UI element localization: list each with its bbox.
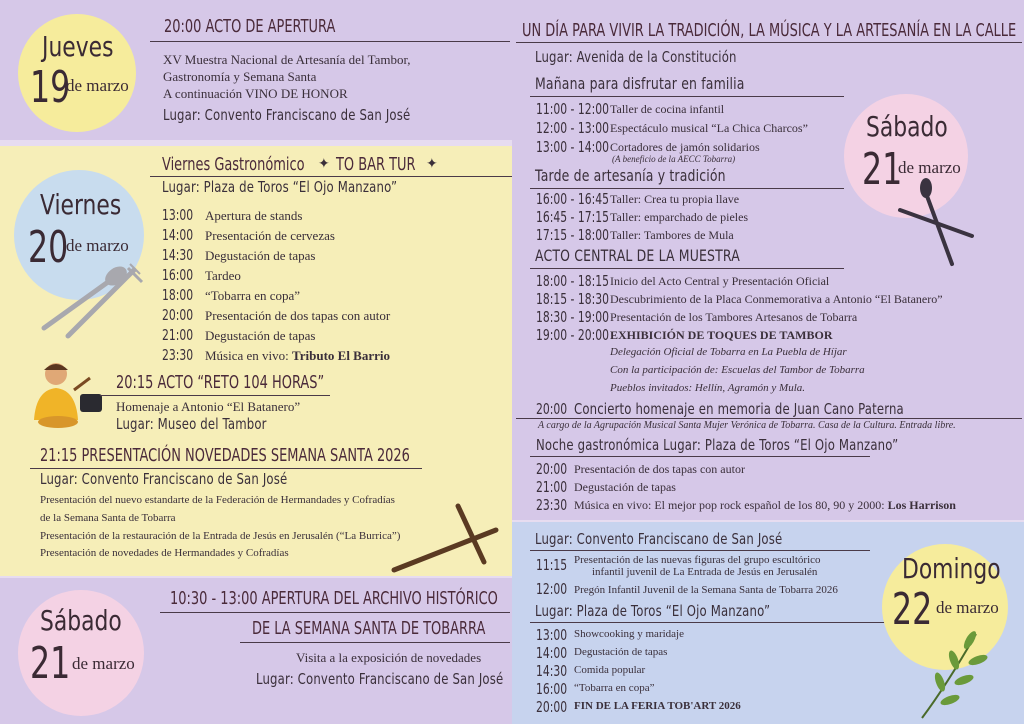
- archive-place: Lugar: Convento Franciscano de San José: [256, 670, 504, 688]
- thursday-line-1: XV Muestra Nacional de Artesanía del Tambor,: [163, 52, 411, 67]
- sunday-item-time: 14:00: [536, 644, 568, 662]
- central-note-1: Delegación Oficial de Tobarra en La Puebla de Híjar: [610, 346, 847, 358]
- morning-title: Mañana para disfrutar en familia: [535, 74, 745, 93]
- saturday-left-day-name: Sábado: [40, 604, 122, 637]
- sunday-place-1: Lugar: Convento Franciscano de San José: [535, 530, 783, 548]
- friday-item-text: “Tobarra en copa”: [205, 288, 301, 303]
- friday-header-rule: [150, 176, 512, 177]
- central-note-3: Pueblos invitados: Hellín, Agramón y Mula.: [610, 382, 806, 394]
- drummer-icon: [28, 360, 108, 430]
- morning-item-time: 13:00 - 14:00: [536, 138, 610, 156]
- central-item-text: Presentación de los Tambores Artesanos de Tobarra: [610, 310, 858, 324]
- morning-title-rule: [530, 96, 844, 97]
- sunday-place-1-rule: [530, 550, 870, 551]
- novedades-line-1: Presentación del nuevo estandarte de la Federación de Hermandades y Cofradías: [40, 494, 395, 506]
- sunday-item-text: Showcooking y maridaje: [574, 628, 684, 640]
- friday-item-text: Degustación de tapas: [205, 328, 316, 343]
- central-item-text: Descubrimiento de la Placa Conmemorativa a Antonio “El Batanero”: [610, 292, 943, 306]
- sunday-item-1-time: 11:15: [536, 556, 568, 574]
- morning-note: (A beneficio de la AECC Tobarra): [612, 154, 736, 164]
- friday-item-highlight: Tributo El Barrio: [292, 348, 390, 363]
- saturday-left-panel: [0, 578, 512, 724]
- archive-header-rule-2: [240, 642, 510, 643]
- reto-header: 20:15 ACTO “RETO 104 HORAS”: [116, 372, 325, 393]
- cutlery-icon: [896, 176, 976, 268]
- archive-visit-line: Visita a la exposición de novedades: [296, 650, 482, 665]
- friday-header-star-2: ✦: [426, 157, 438, 172]
- night-item-text: Música en vivo: El mejor pop rock español de los 80, 90 y 2000: Los Harrison: [574, 498, 956, 512]
- night-item-time: 20:00: [536, 460, 568, 478]
- novedades-line-4: Presentación de novedades de Hermandades y Cofradías: [40, 547, 289, 559]
- novedades-place: Lugar: Convento Franciscano de San José: [40, 470, 288, 488]
- afternoon-item-text: Taller: emparchado de pieles: [610, 210, 749, 224]
- night-item-highlight: Los Harrison: [887, 498, 956, 512]
- central-item-time: 18:15 - 18:30: [536, 290, 610, 308]
- concert-rule: [516, 418, 1022, 419]
- saturday-right-title-rule: [516, 42, 1022, 43]
- friday-day-name: Viernes: [40, 188, 122, 221]
- sunday-item-time: 13:00: [536, 626, 568, 644]
- concert-note: A cargo de la Agrupación Musical Santa Mujer Verónica de Tobarra. Casa de la Cultura. Entrada libre.: [538, 420, 956, 431]
- thursday-month: de marzo: [66, 76, 129, 95]
- thursday-header: 20:00 ACTO DE APERTURA: [164, 16, 336, 37]
- sunday-day-number: 22: [892, 584, 933, 635]
- saturday-left-month: de marzo: [72, 654, 135, 673]
- sunday-item-1-text-2: infantil juvenil de La Entrada de Jesús en Jerusalén: [592, 566, 818, 578]
- friday-item-time: 20:00: [162, 306, 194, 324]
- spoon-fork-icon: [38, 262, 148, 342]
- sunday-item-text: Comida popular: [574, 664, 646, 676]
- friday-item-time: 14:30: [162, 246, 194, 264]
- friday-item-text: Tardeo: [205, 268, 241, 283]
- concert-title: Concierto homenaje en memoria de Juan Cano Paterna: [574, 400, 904, 418]
- friday-header-brand: TO BAR TUR: [336, 154, 416, 175]
- thursday-header-rule: [150, 41, 510, 42]
- sunday-item-time: 16:00: [536, 680, 568, 698]
- friday-item-time: 23:30: [162, 346, 194, 364]
- sunday-day-name: Domingo: [902, 552, 1001, 585]
- novedades-line-3: Presentación de la restauración de la Entrada de Jesús en Jerusalén (“La Burrica”): [40, 530, 401, 542]
- friday-item-text: Música en vivo: Tributo El Barrio: [205, 348, 390, 363]
- sunday-item-text: Degustación de tapas: [574, 646, 668, 658]
- thursday-place: Lugar: Convento Franciscano de San José: [163, 106, 411, 124]
- sunday-item-text: FIN DE LA FERIA TOB'ART 2026: [574, 700, 741, 712]
- saturday-right-panel: [512, 0, 1024, 520]
- friday-panel: [0, 146, 512, 576]
- reto-place: Lugar: Museo del Tambor: [116, 415, 267, 433]
- reto-header-rule: [100, 395, 330, 396]
- central-title: ACTO CENTRAL DE LA MUESTRA: [535, 246, 740, 265]
- afternoon-item-text: Taller: Crea tu propia llave: [610, 192, 740, 206]
- sunday-panel: [512, 522, 1024, 724]
- saturday-right-place: Lugar: Avenida de la Constitución: [535, 48, 737, 66]
- saturday-left-day-number: 21: [30, 638, 71, 689]
- archive-header-rule-1: [160, 612, 510, 613]
- thursday-panel: [0, 0, 512, 140]
- friday-item-text: Degustación de tapas: [205, 248, 316, 263]
- central-item-text: EXHIBICIÓN DE TOQUES DE TAMBOR: [610, 328, 833, 342]
- friday-item-time: 16:00: [162, 266, 194, 284]
- cross-icon: [388, 502, 508, 574]
- afternoon-item-time: 16:00 - 16:45: [536, 190, 610, 208]
- thursday-line-2: Gastronomía y Semana Santa: [163, 69, 317, 84]
- novedades-line-2: de la Semana Santa de Tobarra: [40, 512, 176, 524]
- morning-item-text: Cortadores de jamón solidarios: [610, 140, 760, 154]
- thursday-day-name: Jueves: [42, 30, 114, 63]
- afternoon-title-rule: [530, 188, 844, 189]
- sunday-item-text: “Tobarra en copa”: [574, 682, 655, 694]
- night-item-time: 23:30: [536, 496, 568, 514]
- saturday-right-day-name: Sábado: [866, 110, 948, 143]
- morning-item-text: Taller de cocina infantil: [610, 102, 725, 116]
- saturday-right-month: de marzo: [898, 158, 961, 177]
- central-item-time: 19:00 - 20:00: [536, 326, 610, 344]
- night-item-time: 21:00: [536, 478, 568, 496]
- afternoon-item-time: 17:15 - 18:00: [536, 226, 610, 244]
- night-title-rule: [530, 456, 870, 457]
- sunday-item-2-time: 12:00: [536, 580, 568, 598]
- friday-item-text: Presentación de cervezas: [205, 228, 335, 243]
- archive-header-2: DE LA SEMANA SANTA DE TOBARRA: [252, 618, 486, 639]
- friday-place: Lugar: Plaza de Toros “El Ojo Manzano”: [162, 178, 398, 196]
- afternoon-item-time: 16:45 - 17:15: [536, 208, 610, 226]
- sunday-item-time: 14:30: [536, 662, 568, 680]
- friday-item-text: Presentación de dos tapas con autor: [205, 308, 391, 323]
- morning-item-text: Espectáculo musical “La Chica Charcos”: [610, 121, 808, 135]
- morning-item-time: 12:00 - 13:00: [536, 119, 610, 137]
- sunday-place-2-rule: [530, 622, 886, 623]
- central-note-2: Con la participación de: Escuelas del Tambor de Tobarra: [610, 364, 865, 376]
- friday-header-star: ✦: [318, 157, 330, 172]
- central-item-time: 18:30 - 19:00: [536, 308, 610, 326]
- sunday-item-1-text: Presentación de las nuevas figuras del grupo escultórico: [574, 554, 821, 566]
- night-item-text: Degustación de tapas: [574, 480, 676, 494]
- afternoon-title: Tarde de artesanía y tradición: [535, 166, 726, 185]
- concert-time: 20:00: [536, 400, 568, 418]
- saturday-right-title: UN DÍA PARA VIVIR LA TRADICIÓN, LA MÚSICA Y LA ARTESANÍA EN LA CALLE: [522, 20, 1017, 41]
- friday-day-number: 20: [28, 222, 69, 273]
- night-title: Noche gastronómica Lugar: Plaza de Toros “El Ojo Manzano”: [536, 436, 899, 454]
- central-item-text: Inicio del Acto Central y Presentación Oficial: [610, 274, 830, 288]
- afternoon-item-text: Taller: Tambores de Mula: [610, 228, 734, 242]
- morning-item-time: 11:00 - 12:00: [536, 100, 610, 118]
- friday-item-time: 21:00: [162, 326, 194, 344]
- friday-item-time: 14:00: [162, 226, 194, 244]
- sunday-place-2: Lugar: Plaza de Toros “El Ojo Manzano”: [535, 602, 771, 620]
- reto-line-1: Homenaje a Antonio “El Batanero”: [116, 399, 301, 414]
- friday-month: de marzo: [66, 236, 129, 255]
- friday-item-text: Apertura de stands: [205, 208, 303, 223]
- thursday-day-number: 19: [30, 62, 71, 113]
- sunday-item-2-text: Pregón Infantil Juvenil de la Semana Santa de Tobarra 2026: [574, 584, 838, 596]
- central-item-time: 18:00 - 18:15: [536, 272, 610, 290]
- sunday-item-time: 20:00: [536, 698, 568, 716]
- saturday-right-day-number: 21: [862, 144, 903, 195]
- thursday-line-3: A continuación VINO DE HONOR: [163, 86, 348, 101]
- archive-header-1: 10:30 - 13:00 APERTURA DEL ARCHIVO HISTÓRICO: [170, 588, 498, 609]
- friday-item-time: 13:00: [162, 206, 194, 224]
- novedades-header-rule: [30, 468, 422, 469]
- sunday-month: de marzo: [936, 598, 999, 617]
- novedades-header: 21:15 PRESENTACIÓN NOVEDADES SEMANA SANTA 2026: [40, 445, 410, 466]
- olive-branch-icon: [916, 626, 996, 722]
- friday-header-title: Viernes Gastronómico: [162, 154, 305, 175]
- central-title-rule: [530, 268, 844, 269]
- night-item-text: Presentación de dos tapas con autor: [574, 462, 745, 476]
- friday-item-time: 18:00: [162, 286, 194, 304]
